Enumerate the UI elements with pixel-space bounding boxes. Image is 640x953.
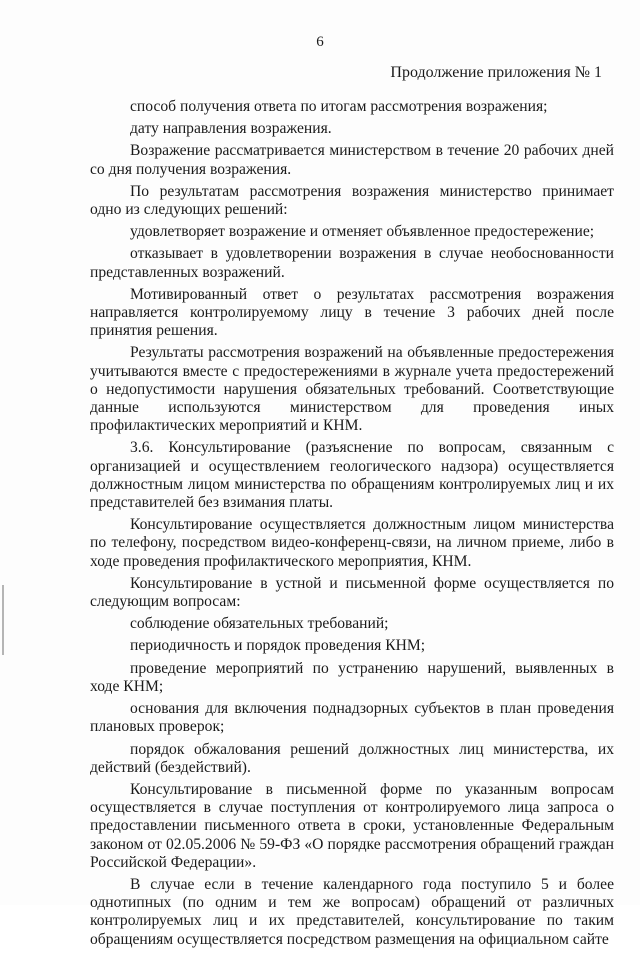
paragraph: отказывает в удовлетворении возражения в случае необоснованности представленных возражений. [90, 245, 614, 281]
paragraph: дату направления возражения. [130, 120, 332, 138]
list-item: основания для включения поднадзорных субъектов в план проведения плановых проверок; [90, 700, 614, 736]
paragraph: По результатам рассмотрения возражения министерство принимает одно из следующих решений: [90, 182, 614, 219]
paragraph: 3.6. Консультирование (разъяснение по вопросам, связанным с организацией и осуществлением геологического надзора) осуществляется должностным лицом министерства по обращениям контролируемых лиц и их представителей без взимания платы. [90, 439, 614, 512]
list-item: порядок обжалования решений должностных лиц министерства, их действий (бездействий). [90, 740, 614, 776]
scan-edge-mark [2, 585, 4, 655]
paragraph: Консультирование в устной и письменной форме осуществляется по следующим вопросам: [90, 574, 614, 611]
list-item: соблюдение обязательных требований; [130, 615, 389, 633]
paragraph: Результаты рассмотрения возражений на объявленные предостережения учитываются вместе с предостережениями в журнале учета предостережений о недопустимости нарушения обязательных требований. Соответствующие данные используются министерством для проведения иных профилактических мероприятий и КНМ. [90, 344, 614, 435]
paragraph: Мотивированный ответ о результатах рассмотрения возражения направляется контролируемому лицу в течение 3 рабочих дней после принятия решения. [90, 285, 614, 340]
paragraph: Консультирование в письменной форме по указанным вопросам осуществляется в случае поступления от контролируемого лица запроса о предоставлении письменного ответа в сроки, установленные Федеральным законом от 02.05.2006 № 59-ФЗ «О порядке рассмотрения обращений граждан Российской Федерации». [90, 780, 614, 871]
appendix-label: Продолжение приложения № 1 [390, 64, 602, 81]
paragraph: Консультирование осуществляется должностным лицом министерства по телефону, посредством видео-конференц-связи, на личном приеме, либо в ходе проведения профилактического мероприятия, КНМ. [90, 516, 614, 570]
paragraph: способ получения ответа по итогам рассмотрения возражения; [130, 98, 548, 115]
paragraph: Возражение рассматривается министерством в течение 20 рабочих дней со дня получения возражения. [90, 142, 614, 178]
document-body [90, 98, 614, 953]
paragraph: В случае если в течение календарного года поступило 5 и более однотипных (по одним и тем же вопросам) обращений от различных контролируемых лиц и их представителей, консультирование по таким обращениям осуществляется посредством размещения на официальном сайте [90, 875, 614, 948]
page-number: 6 [316, 34, 324, 50]
list-item: периодичность и порядок проведения КНМ; [130, 637, 426, 655]
paragraph: удовлетворяет возражение и отменяет объявленное предостережение; [130, 223, 595, 241]
list-item: проведение мероприятий по устранению нарушений, выявленных в ходе КНМ; [90, 659, 614, 695]
